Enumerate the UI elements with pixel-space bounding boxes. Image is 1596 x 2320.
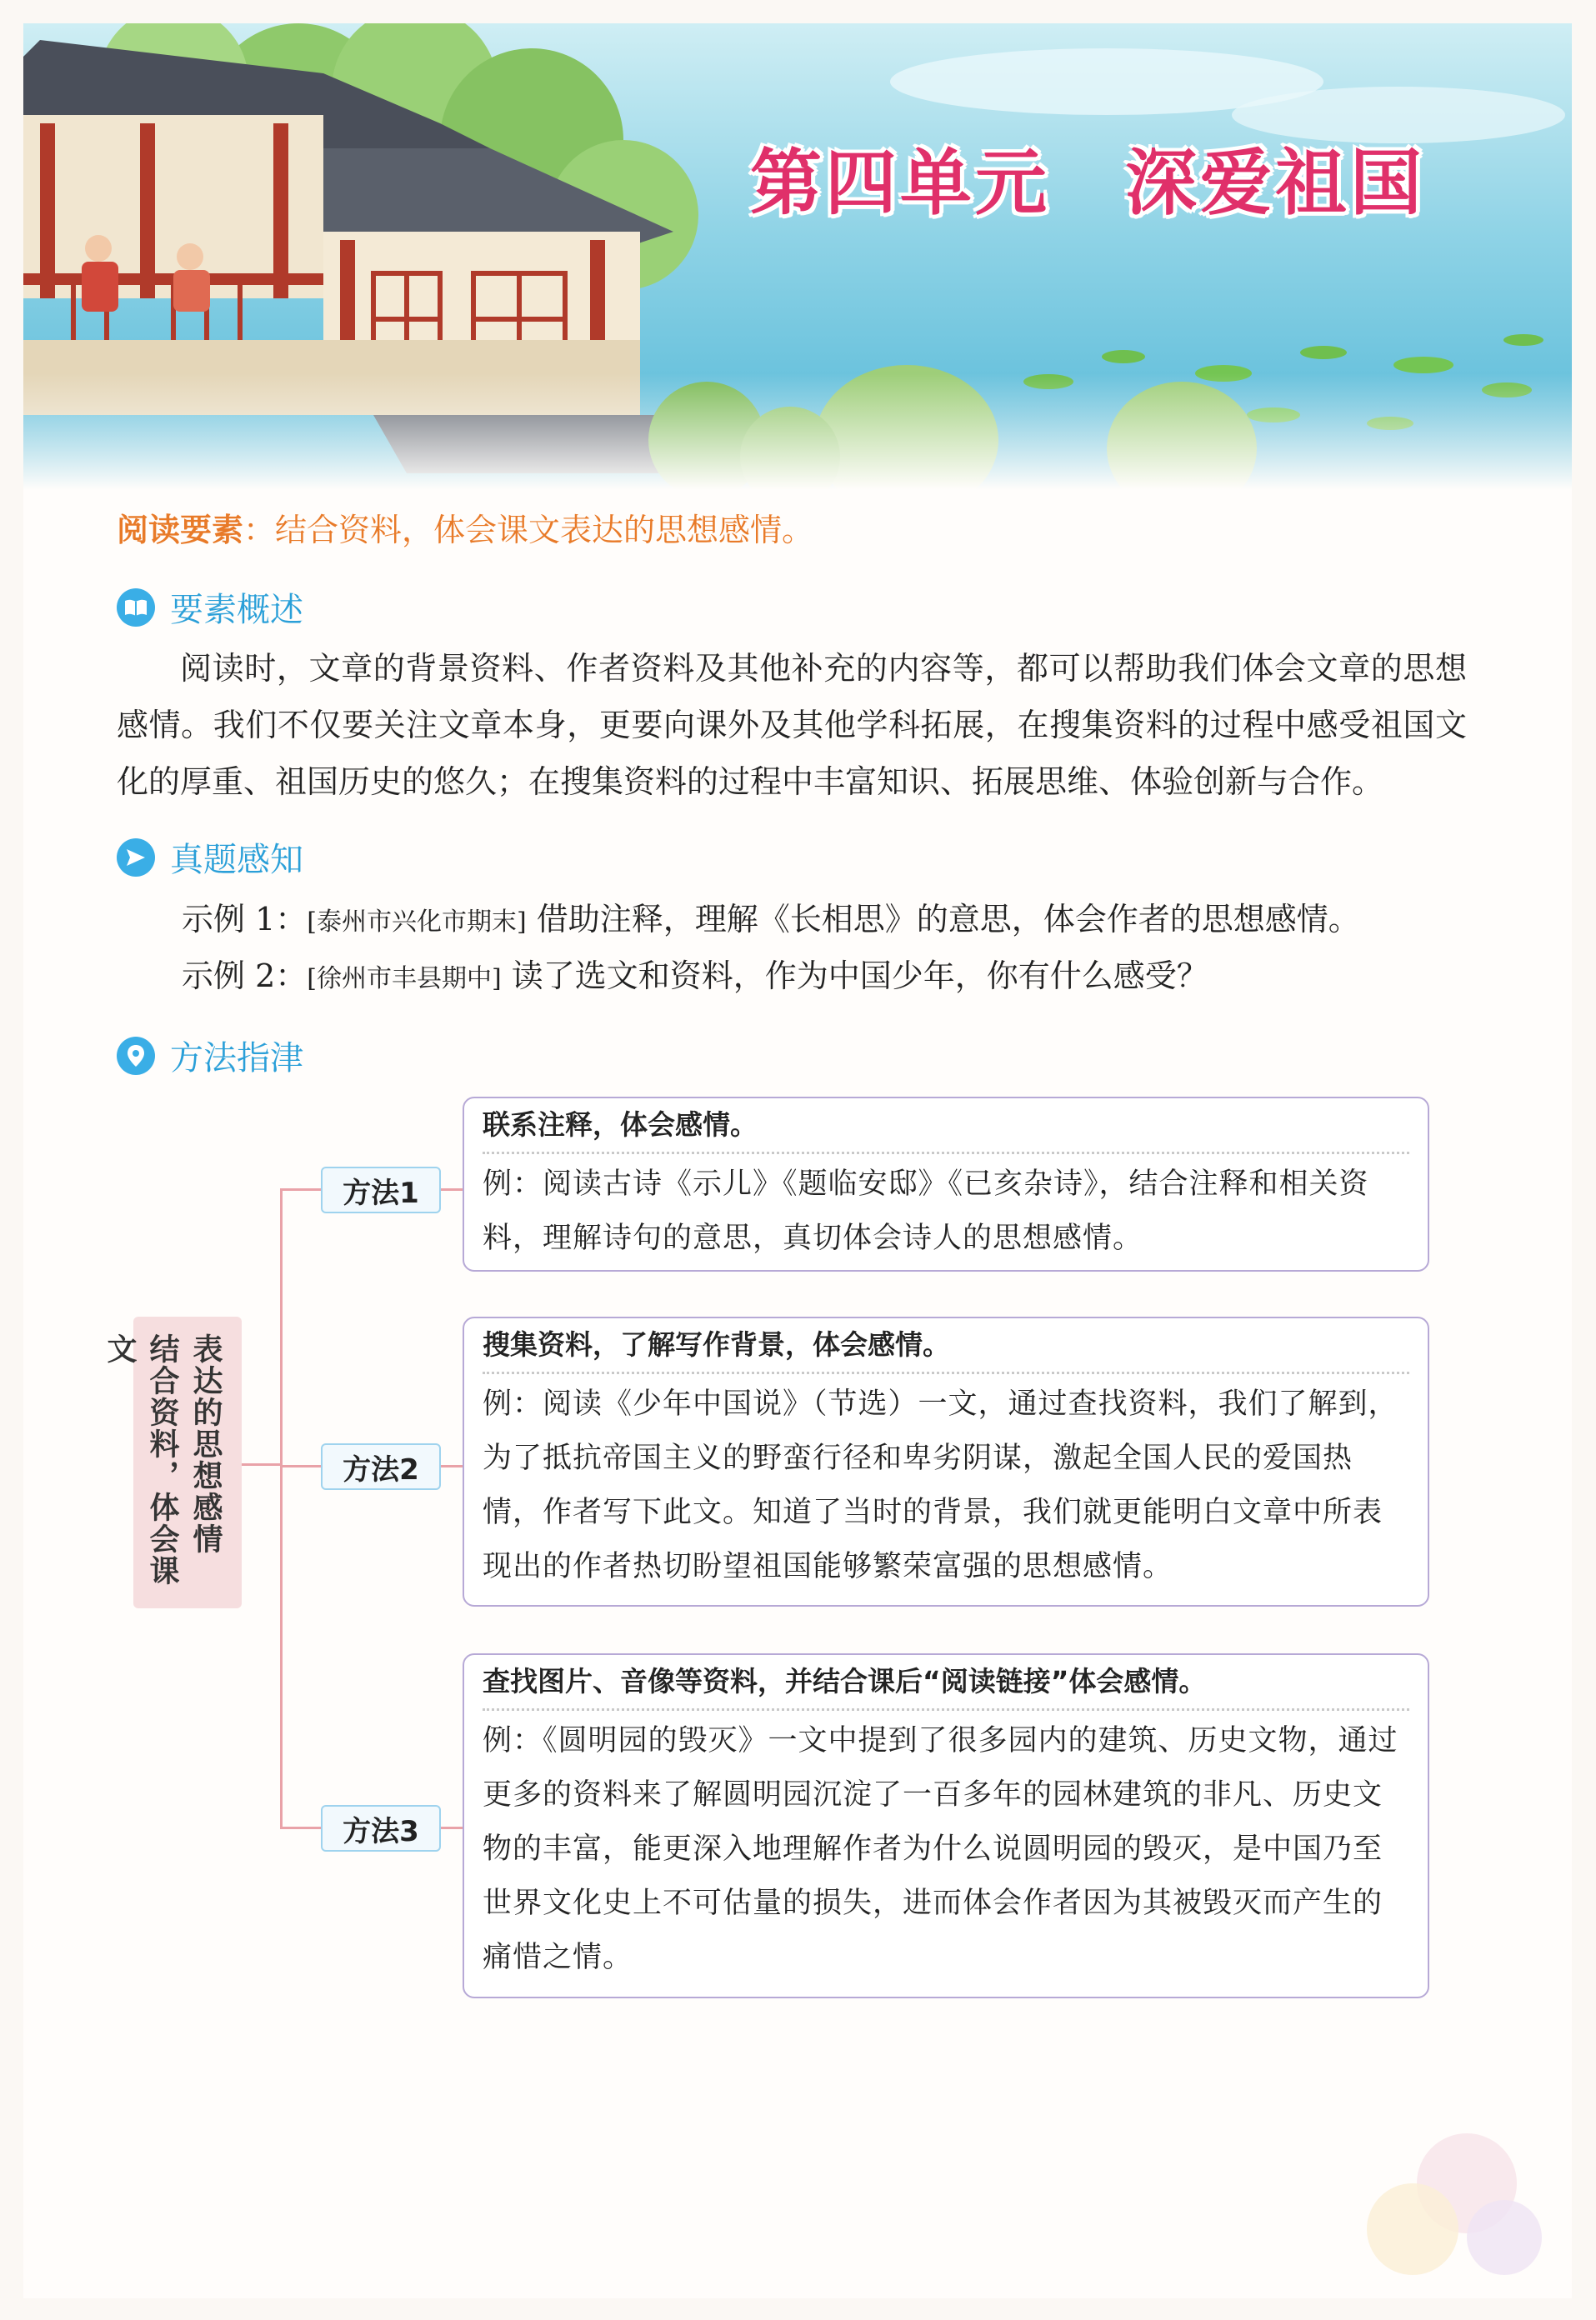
method-1-body: 例：阅读古诗《示儿》《题临安邸》《已亥杂诗》，结合注释和相关资料，理解诗句的意思，真切体会诗人的思想感情。 xyxy=(483,1168,1369,1255)
open-book-icon xyxy=(117,588,155,627)
connector-line xyxy=(438,1465,463,1468)
connector-line xyxy=(280,1827,322,1829)
reading-element-line xyxy=(117,504,813,550)
section-methods-title: 方法指津 xyxy=(170,1039,303,1078)
example-1 xyxy=(182,898,1360,943)
method-1-title: 联系注释，体会感情。 xyxy=(483,1098,1409,1154)
unit-title: 第四单元 深爱祖国 xyxy=(750,142,1425,225)
paper-plane-icon xyxy=(117,838,155,877)
root-text-col2: 结合资料，体会课文 xyxy=(103,1333,179,1587)
section-methods-heading xyxy=(117,1032,303,1079)
method-3-tag: 方法3 xyxy=(321,1805,441,1852)
method-3-body: 例：《圆明园的毁灭》一文中提到了很多园内的建筑、历史文物，通过更多的资料来了解圆明园沉淀了一百多年的园林建筑的非凡、历史文物的丰富，能更深入地理解作者为什么说圆明园的毁灭，是中国乃至世界文化史上不可估量的损失，进而体会作者因为其被毁灭而产生的痛惜之情。 xyxy=(483,1724,1398,1974)
section-real-questions-title: 真题感知 xyxy=(170,841,303,879)
connector-line xyxy=(280,1188,322,1191)
example-text: 读了选文和资料，作为中国少年，你有什么感受？ xyxy=(501,958,1208,994)
method-3-box xyxy=(463,1653,1429,1998)
overview-paragraph: 阅读时，文章的背景资料、作者资料及其他补充的内容等，都可以帮助我们体会文章的思想感情。我们不仅要关注文章本身，更要向课外及其他学科拓展，在搜集资料的过程中感受祖国文化的厚重、祖国历史的悠久；在搜集资料的过程中丰富知识、拓展思维、体验创新与合作。 xyxy=(117,650,1467,800)
example-2 xyxy=(182,955,1208,1000)
connector-line xyxy=(280,1465,322,1468)
root-text-col1: 表达的思想感情 xyxy=(188,1333,223,1555)
connector-line xyxy=(438,1827,463,1829)
reading-element-text: ：结合资料，体会课文表达的思想感情。 xyxy=(243,512,814,548)
example-text: 借助注释，理解《长相思》的意思，体会作者的思想感情。 xyxy=(526,901,1360,938)
method-1-box xyxy=(463,1097,1429,1272)
method-1-tag: 方法1 xyxy=(321,1167,441,1213)
section-overview-title: 要素概述 xyxy=(170,591,303,629)
connector-line xyxy=(438,1188,463,1191)
decorative-blob xyxy=(1367,2183,1458,2275)
method-2-box xyxy=(463,1317,1429,1607)
method-2-body: 例：阅读《少年中国说》（节选）一文，通过查找资料，我们了解到，为了抵抗帝国主义的野蛮行径和卑劣阴谋，激起全国人民的爱国热情，作者写下此文。知道了当时的背景，我们就更能明白文章中所表现出的作者热切盼望祖国能够繁荣富强的思想感情。 xyxy=(483,1388,1398,1583)
unit-banner xyxy=(23,23,1572,490)
location-pin-icon xyxy=(117,1037,155,1075)
pavilion-lake-illustration xyxy=(23,23,1572,490)
reading-element-label: 阅读要素 xyxy=(117,512,244,548)
method-2-title: 搜集资料，了解写作背景，体会感情。 xyxy=(483,1318,1409,1374)
method-2-tag: 方法2 xyxy=(321,1443,441,1490)
section-real-questions-heading xyxy=(117,833,303,881)
example-label: 示例 2： xyxy=(182,958,308,994)
section-overview-heading xyxy=(117,583,303,631)
example-label: 示例 1： xyxy=(182,901,308,938)
connector-line xyxy=(242,1463,282,1466)
example-source: [泰州市兴化市期末] xyxy=(307,908,527,937)
method-3-title: 查找图片、音像等资料，并结合课后“阅读链接”体会感情。 xyxy=(483,1655,1409,1711)
mind-map-root xyxy=(103,1317,242,1608)
example-source: [徐州市丰县期中] xyxy=(307,964,502,993)
connector-line xyxy=(280,1188,283,1828)
decorative-blob xyxy=(1467,2200,1542,2275)
